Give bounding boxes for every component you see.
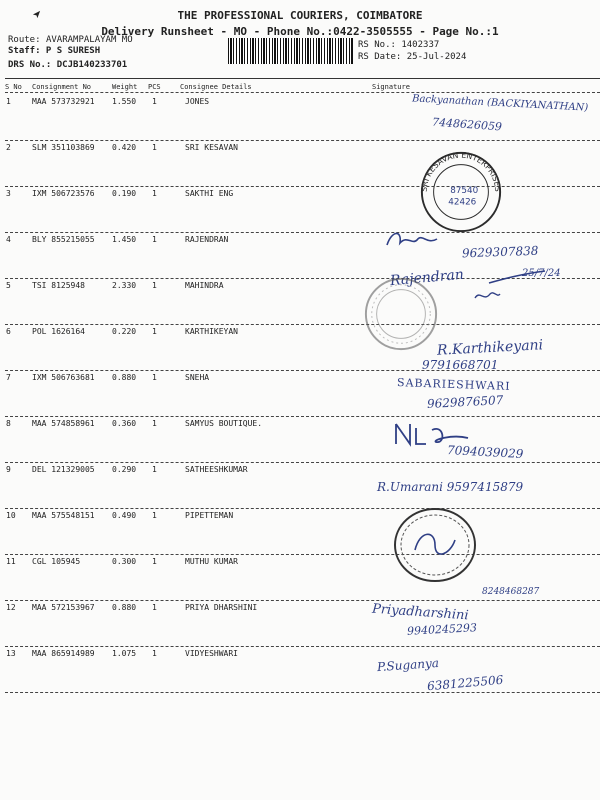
row-weight: 0.290 xyxy=(112,465,137,474)
signature-12: Priyadharshini xyxy=(371,601,470,624)
row-consignment: CGL 105945 xyxy=(32,557,81,566)
rs-number: RS No.: 1402337 xyxy=(358,40,440,50)
row-consignee: SAKTHI ENG xyxy=(185,189,234,198)
row-sno: 5 xyxy=(6,281,11,290)
signature-7: SABARIESHWARI xyxy=(396,376,511,393)
row-consignment: IXM 506763681 xyxy=(32,373,95,382)
row-consignee: SRI KESAVAN xyxy=(185,143,238,152)
row-sno: 9 xyxy=(6,465,11,474)
signature-1: Backyanathan (BACKIYANATHAN) xyxy=(411,93,589,114)
signature-9: R.Umarani 9597415879 xyxy=(377,480,524,494)
row-weight: 1.550 xyxy=(112,97,137,106)
row-weight: 0.420 xyxy=(112,143,137,152)
col-sno: S No xyxy=(5,83,22,91)
row-weight: 1.075 xyxy=(112,649,137,658)
phone-1: 7448626059 xyxy=(431,115,503,134)
row-weight: 1.450 xyxy=(112,235,137,244)
signature-area xyxy=(372,90,600,700)
row-consignment: TSI 8125948 xyxy=(32,281,85,290)
row-consignee: PRIYA DHARSHINI xyxy=(185,603,258,612)
signature-3 xyxy=(382,225,442,255)
row-sno: 7 xyxy=(6,373,11,382)
header-rule-top xyxy=(5,78,600,79)
route-label: Route: xyxy=(8,35,41,45)
row-weight: 0.220 xyxy=(112,327,137,336)
row-pcs: 1 xyxy=(152,649,157,658)
signature-6: R.Karthikeyani xyxy=(436,337,544,359)
row-consignment: DEL 121329005 xyxy=(32,465,95,474)
row-sno: 12 xyxy=(6,603,16,612)
row-sno: 13 xyxy=(6,649,16,658)
row-pcs: 1 xyxy=(152,419,157,428)
row-consignee: SATHEESHKUMAR xyxy=(185,465,248,474)
route-line xyxy=(8,35,133,45)
signature-5 xyxy=(472,288,502,304)
row-pcs: 1 xyxy=(152,465,157,474)
stamp-low-text: 42426 xyxy=(448,197,477,208)
row-pcs: 1 xyxy=(152,557,157,566)
row-pcs: 1 xyxy=(152,511,157,520)
row-sno: 10 xyxy=(6,511,16,520)
row-consignment: MAA 574858961 xyxy=(32,419,95,428)
phone-7: 9629876507 xyxy=(426,393,504,411)
col-signature: Signature xyxy=(372,83,410,91)
signature-4: Rajendran xyxy=(389,266,465,290)
row-consignee: MAHINDRA xyxy=(185,281,224,290)
row-sno: 1 xyxy=(6,97,11,106)
route-value: AVARAMPALAYAM MO xyxy=(45,35,133,45)
sri-kesavan-stamp xyxy=(417,148,505,236)
row-consignment: SLM 351103869 xyxy=(32,143,95,152)
row-consignee: SAMYUS BOUTIQUE. xyxy=(185,419,263,428)
row-consignee: JONES xyxy=(185,97,210,106)
drs-number: DRS No.: DCJB140233701 xyxy=(8,60,128,70)
row-pcs: 1 xyxy=(152,143,157,152)
phone-13: 6381225506 xyxy=(426,672,504,694)
row-consignment: BLY 855215055 xyxy=(32,235,95,244)
row-weight: 0.880 xyxy=(112,373,137,382)
row-pcs: 1 xyxy=(152,189,157,198)
signature-13: P.Suganya xyxy=(376,655,440,675)
runsheet-title: Delivery Runsheet - MO - Phone No.:0422-3505555 - Page No.:1 xyxy=(101,25,499,38)
staff-line: Staff: P S SURESH xyxy=(8,46,101,56)
row-consignment: IXM 506723576 xyxy=(32,189,95,198)
row-weight: 2.330 xyxy=(112,281,137,290)
row-pcs: 1 xyxy=(152,327,157,336)
mahindra-stamp xyxy=(362,275,440,353)
row-sno: 3 xyxy=(6,189,11,198)
row-pcs: 1 xyxy=(152,603,157,612)
row-weight: 0.300 xyxy=(112,557,137,566)
stamp-top-text: SRI KESAVAN ENTERPRISES xyxy=(419,150,503,193)
phone-8: 7094039029 xyxy=(446,443,524,461)
company-title: THE PROFESSIONAL COURIERS, COIMBATORE xyxy=(177,9,423,22)
row-consignment: MAA 865914989 xyxy=(32,649,95,658)
row-sno: 11 xyxy=(6,557,16,566)
col-consignee: Consignee Details xyxy=(180,83,252,91)
row-pcs: 1 xyxy=(152,97,157,106)
col-pcs: PCS xyxy=(148,83,161,91)
col-consignment: Consignment No xyxy=(32,83,92,91)
row-pcs: 1 xyxy=(152,373,157,382)
stamp-mid-text: 87540 xyxy=(450,185,479,196)
row-weight: 0.360 xyxy=(112,419,137,428)
barcode xyxy=(228,38,353,64)
row-weight: 0.880 xyxy=(112,603,137,612)
row-pcs: 1 xyxy=(152,281,157,290)
row-weight: 0.190 xyxy=(112,189,137,198)
row-consignee: RAJENDRAN xyxy=(185,235,229,244)
row-consignee: SNEHA xyxy=(185,373,210,382)
row-sno: 6 xyxy=(6,327,11,336)
row-consignment: MAA 575548151 xyxy=(32,511,95,520)
row-consignment: MAA 572153967 xyxy=(32,603,95,612)
phone-11: 8248468287 xyxy=(482,587,540,597)
row-consignment: POL 1626164 xyxy=(32,327,85,336)
row-consignee: KARTHIKEYAN xyxy=(185,327,238,336)
date-4: 25/7/24 xyxy=(522,268,561,279)
row-pcs: 1 xyxy=(152,235,157,244)
phone-6: 9791668701 xyxy=(422,358,499,372)
row-sno: 8 xyxy=(6,419,11,428)
row-weight: 0.490 xyxy=(112,511,137,520)
row-consignee: PIPETTEMAN xyxy=(185,511,234,520)
phone-12: 9940245293 xyxy=(406,621,478,638)
pipetteman-stamp xyxy=(390,505,480,585)
row-consignee: VIDYESHWARI xyxy=(185,649,238,658)
rs-date: RS Date: 25-Jul-2024 xyxy=(358,52,467,62)
phone-3: 9629307838 xyxy=(461,243,539,261)
row-consignment: MAA 573732921 xyxy=(32,97,95,106)
col-weight: Weight xyxy=(112,83,138,91)
row-sno: 2 xyxy=(6,143,11,152)
row-sno: 4 xyxy=(6,235,11,244)
row-consignee: MUTHU KUMAR xyxy=(185,557,238,566)
